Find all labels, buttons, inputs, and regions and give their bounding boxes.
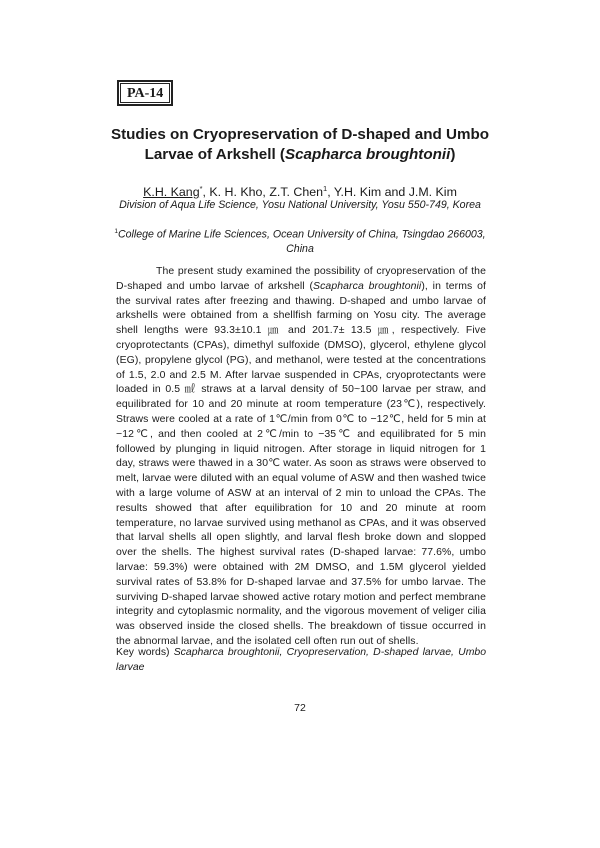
keywords-terms: Scapharca broughtonii, Cryopreservation, D-shaped larvae, Umbo larvae bbox=[116, 647, 486, 673]
title-species: Scapharca broughtonii bbox=[284, 146, 451, 163]
abstract-part-2: ), in terms of the survival rates after freezing and thawing. D-shaped and umbo larvae of arkshells were obtained from a shellfish farming on Yosu city. The average shell lengths were 93.3±10.1 ㎛ and 201.7± 13.5 ㎛, respectively. Five cryoprotectants (CPAs), dimethyl sulfoxide (DMSO), glycerol, ethylene glycol (EG), propylene glycol (PG), and methanol, were tested at the concentrations of 1.5, 2.0 and 2.5 M. After larvae suspended in CPAs, cryoprotectants were loaded in 0.5 ㎖ straws at a larval density of 50~100 larvae per straw, and equilibrated for 10 and 20 minute at room temperature (23℃), respectively. Straws were cooled at a rate of 1℃/min from 0℃ to −12℃, held for 5 min at −12℃, and then cooled at 2℃/min to −35℃ and equilibrated for 5 min followed by plunging in liquid nitrogen. After storage in liquid nitrogen for 1 day, straws were thawed in a 30℃ water. As soon as straws were observed to melt, larvae were diluted with an equal volume of ASW and then washed twice with a large volume of ASW at an interval of 2 min to unload the CPAs. The results showed that after equilibration for 10 and 20 minute at room temperature, no larvae survived using methanol as CPAs, and it was observed that larval shells all open slightly, and larval flesh broke down and slopped over the shells. The highest survival rates (D-shaped larvae: 77.6%, umbo larvae: 59.3%) were obtained with 2M DMSO, and 1.5M glycerol yielded survival rates of 53.8% for D-shaped larvae and 37.5% for umbo larvae. The surviving D-shaped larvae showed active rotary motion and perfect membrane integrity and cytoplasmic normality, and the vigorous movement of veliger cilia was observed inside the closed shells. The breakdown of tissue occurred in the abnormal larvae, and the isolated cell often run out of shells. bbox=[116, 280, 486, 647]
abstract-body bbox=[116, 265, 486, 650]
abstract-species: Scapharca broughtonii bbox=[313, 280, 422, 292]
affiliation-2-text: College of Marine Life Sciences, Ocean University of China, Tsingdao 266003, China bbox=[117, 228, 486, 256]
title-close: ) bbox=[450, 146, 456, 163]
title-text: Studies on Cryopreservation of D-shaped and Umbo Larvae of Arkshell ( bbox=[110, 126, 490, 163]
authors-part-a: , K. H. Kho, Z.T. Chen bbox=[202, 185, 324, 200]
session-code: PA-14 bbox=[120, 83, 170, 103]
affiliation-2 bbox=[100, 225, 500, 257]
affiliation-mark: 1 bbox=[323, 184, 328, 193]
abstract-part-1: The present study examined the possibility of cryopreservation of the D-shaped and umbo larvae of arkshell ( bbox=[116, 266, 486, 292]
presenting-author: K.H. Kang bbox=[143, 185, 200, 200]
affiliation-2-mark: 1 bbox=[114, 228, 118, 235]
presenter-mark: * bbox=[199, 184, 203, 193]
keywords-label: Key words) bbox=[116, 647, 174, 658]
authors-part-b: , Y.H. Kim and J.M. Kim bbox=[327, 185, 457, 200]
page-number: 72 bbox=[294, 702, 306, 714]
keywords-line bbox=[116, 646, 486, 676]
session-code-box bbox=[117, 80, 173, 106]
paper-title bbox=[100, 125, 500, 165]
affiliation-1: Division of Aqua Life Science, Yosu National University, Yosu 550-749, Korea bbox=[119, 199, 481, 211]
